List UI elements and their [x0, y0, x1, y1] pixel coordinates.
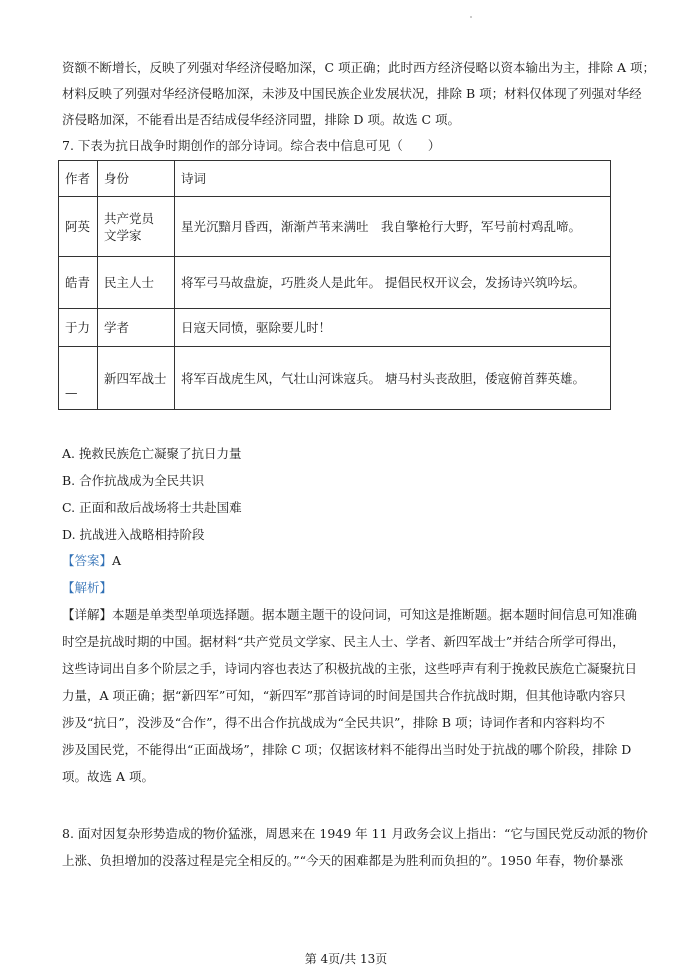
cell-poem: 星光沉黯月昏西，渐渐芦苇来满吐 我自擎枪行大野，军号前村鸡乱啼。	[175, 197, 611, 257]
table-row	[59, 309, 611, 347]
detail-line: 力量，A 项正确；据“新四军”可知，“新四军”那首诗词的时间是国共合作抗战时期，但其他诗歌内容只	[62, 688, 626, 703]
option-b: B. 合作抗战成为全民共识	[62, 473, 205, 488]
answer-line	[62, 553, 121, 569]
cell-identity: 民主人士	[98, 257, 175, 309]
table-row	[59, 197, 611, 257]
table-row	[59, 257, 611, 309]
paragraph-line: 济侵略加深，不能看出是否结成侵华经济同盟，排除 D 项。故选 C 项。	[62, 112, 460, 127]
detail-line: 时空是抗战时期的中国。据材料“共产党员文学家、民主人士、学者、新四军战士”并结合所学可得出，	[62, 634, 625, 649]
cell-poem: 日寇天同愤，驱除要儿时！	[175, 309, 611, 347]
detail-text: 本题是单类型单项选择题。据本题主题干的设问词，可知这是推断题。据本题时间信息可知准确	[112, 607, 638, 622]
paragraph-line: 材料反映了列强对华经济侵略加深，未涉及中国民族企业发展状况，排除 B 项；材料仅体现了列强对华经	[62, 86, 642, 101]
detail-line: 这些诗词出自多个阶层之手，诗词内容也表达了积极抗战的主张，这些呼声有利于挽救民族危亡凝聚抗日	[62, 661, 638, 676]
cell-author: —	[59, 347, 98, 410]
identity-line: 共产党员	[104, 210, 155, 226]
detail-tag: 【详解】	[62, 607, 113, 622]
cell-identity: 学者	[98, 309, 175, 347]
paragraph-line: 资额不断增长，反映了列强对华经济侵略加深，C 项正确；此时西方经济侵略以资本输出为主，排除 A 项；	[62, 60, 656, 75]
cell-author: 皓青	[59, 257, 98, 309]
cell-author: 于力	[59, 309, 98, 347]
header-poem: 诗词	[175, 161, 611, 197]
header-author: 作者	[59, 161, 98, 197]
detail-line: 涉及“抗日”，没涉及“合作”，得不出合作抗战成为“全民共识”，排除 B 项；诗词作者和内容料均不	[62, 715, 605, 730]
analysis-tag: 【解析】	[62, 580, 113, 595]
answer-value: A	[112, 553, 122, 568]
cell-identity: 新四军战士	[98, 347, 175, 410]
option-d: D. 抗战进入战略相持阶段	[62, 527, 205, 542]
question-7-stem: 7. 下表为抗日战争时期创作的部分诗词。综合表中信息可见（ ）	[62, 138, 441, 153]
option-a: A. 挽救民族危亡凝聚了抗日力量	[62, 446, 242, 461]
question-8-line: 上涨、负担增加的没落过程是完全相反的。”“今天的困难都是为胜利而负担的”。1950 年春，物价暴涨	[62, 853, 624, 868]
detail-line: 项。故选 A 项。	[62, 769, 154, 784]
header-identity: 身份	[98, 161, 175, 197]
cell-poem: 将军弓马故盘旋，巧胜炎人是此年。 提倡民权开议会，发扬诗兴筑吟坛。	[175, 257, 611, 309]
table-row	[59, 347, 611, 410]
detail-line	[62, 607, 637, 623]
page-footer: 第 4页/共 13页	[304, 952, 388, 966]
cell-poem: 将军百战虎生风，气壮山河诛寇兵。 塘马村头丧敌胆，倭寇俯首葬英雄。	[175, 347, 611, 410]
option-c: C. 正面和敌后战场将士共赴国难	[62, 500, 242, 515]
cell-identity	[98, 197, 175, 257]
poem-table	[58, 160, 611, 410]
identity-line: 文学家	[104, 227, 142, 243]
scan-speck	[470, 16, 472, 18]
table-header-row	[59, 161, 611, 197]
question-8-line: 8. 面对因复杂形势造成的物价猛涨，周恩来在 1949 年 11 月政务会议上指出：“它与国民党反动派的物价	[62, 826, 648, 841]
detail-line: 涉及国民党，不能得出“正面战场”，排除 C 项；仅据该材料不能得出当时处于抗战的哪个阶段，排除 D	[62, 742, 632, 757]
answer-tag: 【答案】	[62, 553, 113, 568]
cell-author: 阿英	[59, 197, 98, 257]
